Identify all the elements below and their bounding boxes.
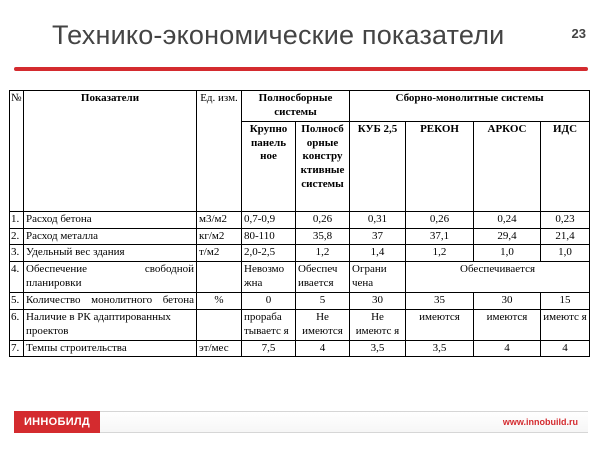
- table-row: [10, 245, 590, 262]
- cell-v2: 5: [296, 293, 350, 310]
- row-num: 5.: [10, 293, 24, 310]
- row-num: 6.: [10, 309, 24, 340]
- slide-title: Технико-экономические показатели: [52, 20, 505, 50]
- cell-v5: имеются: [474, 309, 541, 340]
- cell-v3: Не имеютс я: [350, 309, 406, 340]
- cell-v6: 0,23: [541, 211, 590, 228]
- row-unit: эт/мес: [197, 340, 242, 357]
- row-unit: [197, 262, 242, 293]
- cell-v3: 0,31: [350, 211, 406, 228]
- cell-v3: 30: [350, 293, 406, 310]
- cell-v2: 1,2: [296, 245, 350, 262]
- cell-v5: 0,24: [474, 211, 541, 228]
- cell-v6: 21,4: [541, 228, 590, 245]
- cell-merged-provided: Обеспечивается: [406, 262, 590, 293]
- cell-v2: 35,8: [296, 228, 350, 245]
- cell-v6: 15: [541, 293, 590, 310]
- header-num: №: [10, 91, 24, 212]
- cell-v4: 35: [406, 293, 474, 310]
- row-name: Наличие в РК адаптированных проектов: [24, 309, 197, 340]
- row-name: Обеспечение свободной планировки: [24, 262, 197, 293]
- row-num: 1.: [10, 211, 24, 228]
- row-unit: т/м2: [197, 245, 242, 262]
- cell-v5: 29,4: [474, 228, 541, 245]
- cell-v3: 3,5: [350, 340, 406, 357]
- table-row: [10, 309, 590, 340]
- cell-v4: 1,2: [406, 245, 474, 262]
- cell-v2: 4: [296, 340, 350, 357]
- cell-v5: 30: [474, 293, 541, 310]
- row-unit: м3/м2: [197, 211, 242, 228]
- cell-v3: Ограни чена: [350, 262, 406, 293]
- cell-v1: 0: [242, 293, 296, 310]
- table-row: [10, 228, 590, 245]
- cell-v6: 1,0: [541, 245, 590, 262]
- cell-v2: Обеспеч ивается: [296, 262, 350, 293]
- row-unit: [197, 309, 242, 340]
- cell-v1: 80-110: [242, 228, 296, 245]
- row-num: 4.: [10, 262, 24, 293]
- row-name: Расход металла: [24, 228, 197, 245]
- table-row: [10, 340, 590, 357]
- cell-v3: 37: [350, 228, 406, 245]
- cell-v4: 0,26: [406, 211, 474, 228]
- footer-website-link[interactable]: www.innobuild.ru: [502, 417, 578, 427]
- header-col-prefab-structural: Полносб орные констру ктивные системы: [296, 121, 350, 211]
- cell-v4: 37,1: [406, 228, 474, 245]
- header-unit: Ед. изм.: [197, 91, 242, 212]
- header-indicator: Показатели: [24, 91, 197, 212]
- page-number: 23: [571, 26, 586, 41]
- cell-v2: 0,26: [296, 211, 350, 228]
- header-col-arkos: АРКОС: [474, 121, 541, 211]
- header-col-ids: ИДС: [541, 121, 590, 211]
- innobuild-logo: ИННОБИЛД: [14, 411, 100, 433]
- cell-v6: имеютс я: [541, 309, 590, 340]
- title-divider: [14, 67, 588, 71]
- cell-v1: Невозмо жна: [242, 262, 296, 293]
- cell-v4: имеются: [406, 309, 474, 340]
- row-num: 2.: [10, 228, 24, 245]
- row-name: Количество монолитного бетона: [24, 293, 197, 310]
- header-prefab-group: Полносборные системы: [242, 91, 350, 122]
- row-unit: кг/м2: [197, 228, 242, 245]
- row-num: 3.: [10, 245, 24, 262]
- cell-v1: 7,5: [242, 340, 296, 357]
- cell-v1: прораба тываетс я: [242, 309, 296, 340]
- cell-v5: 4: [474, 340, 541, 357]
- header-col-kub: КУБ 2,5: [350, 121, 406, 211]
- cell-v4: 3,5: [406, 340, 474, 357]
- cell-v3: 1,4: [350, 245, 406, 262]
- cell-v2: Не имеются: [296, 309, 350, 340]
- row-name: Удельный вес здания: [24, 245, 197, 262]
- header-col-rekon: РЕКОН: [406, 121, 474, 211]
- row-name: Темпы строительства: [24, 340, 197, 357]
- cell-v1: 0,7-0,9: [242, 211, 296, 228]
- row-unit: %: [197, 293, 242, 310]
- header-row-1: [10, 91, 590, 122]
- indicators-table: [9, 90, 590, 357]
- row-num: 7.: [10, 340, 24, 357]
- table-row: [10, 211, 590, 228]
- table-row: [10, 293, 590, 310]
- header-col-large-panel: Крупно панель ное: [242, 121, 296, 211]
- cell-v6: 4: [541, 340, 590, 357]
- header-monolith-group: Сборно-монолитные системы: [350, 91, 590, 122]
- cell-v5: 1,0: [474, 245, 541, 262]
- table-row: [10, 262, 590, 293]
- cell-v1: 2,0-2,5: [242, 245, 296, 262]
- row-name: Расход бетона: [24, 211, 197, 228]
